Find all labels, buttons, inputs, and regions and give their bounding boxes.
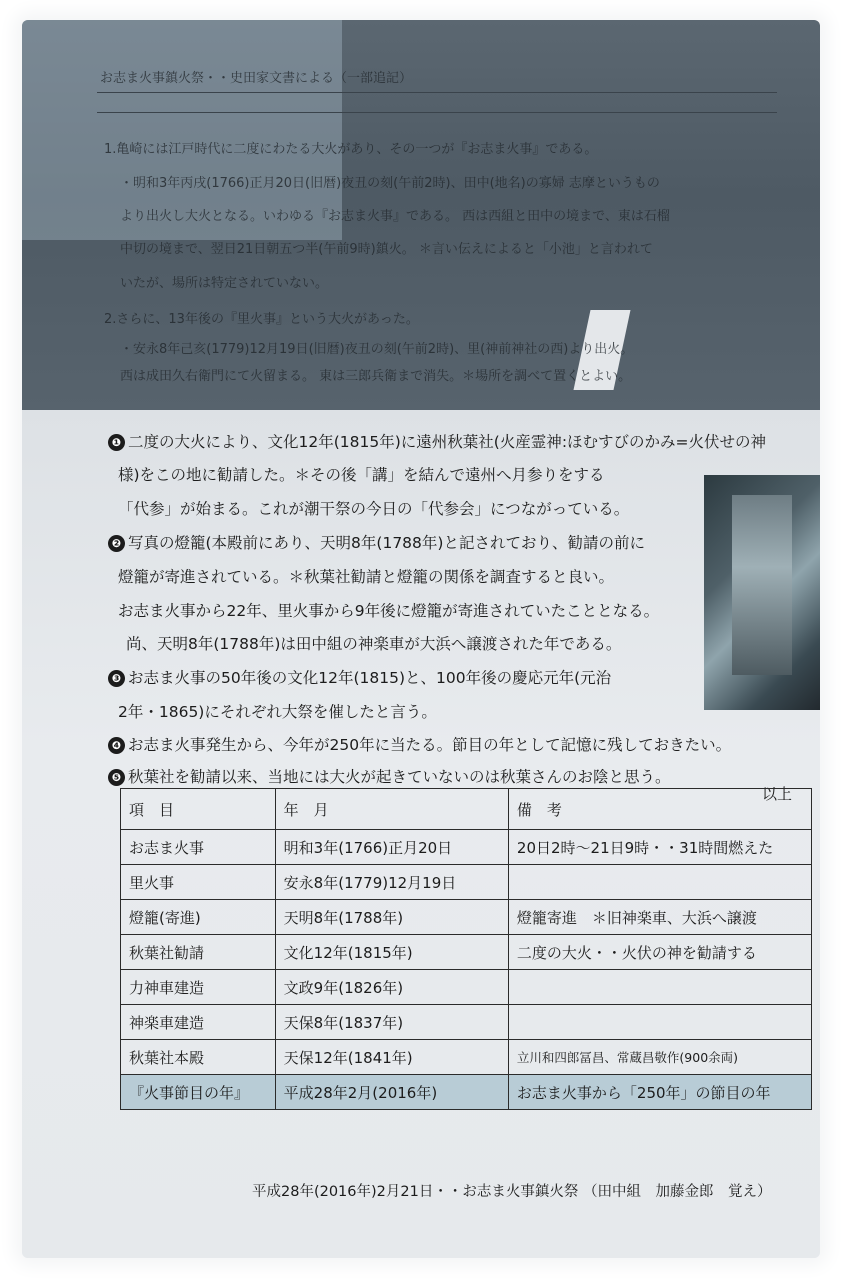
timeline-table (120, 788, 812, 1110)
upper-rule-1 (97, 92, 777, 93)
cell-date: 天保8年(1837年) (275, 1005, 508, 1040)
cell-item: 『火事節目の年』 (121, 1075, 276, 1110)
table-row (121, 865, 812, 900)
circled-number-1: ❶ (108, 434, 125, 451)
note-2-line-2: 燈籠が寄進されている。＊秋葉社勧請と燈籠の関係を調査すると良い。 (118, 568, 615, 586)
note-3-line-2: 2年・1865)にそれぞれ大祭を催したと言う。 (118, 703, 437, 721)
note-1-line-3: 「代参」が始まる。これが潮干祭の今日の「代参会」につながっている。 (118, 500, 630, 518)
circled-number-4: ❹ (108, 737, 125, 754)
upper-line-2: ・明和3年丙戌(1766)正月20日(旧暦)夜丑の刻(午前2時)、田中(地名)の寡婦 志摩というもの (120, 176, 660, 191)
stone-lantern-image (732, 495, 792, 675)
note-2-line-3: お志ま火事から22年、里火事から9年後に燈籠が寄進されていたこととなる。 (118, 602, 660, 620)
cell-item: 里火事 (121, 865, 276, 900)
note-4-line-1: ❹ お志ま火事発生から、今年が250年に当たる。節目の年として記憶に残しておきたい。 (108, 733, 731, 755)
notice-board (22, 20, 820, 1258)
cell-date: 文政9年(1826年) (275, 970, 508, 1005)
cell-notes (508, 865, 811, 900)
upper-line-3: より出火し大火となる。いわゆる『お志ま火事』である。 西は西組と田中の境まで、東は石榴 (120, 209, 670, 224)
cell-date: 安永8年(1779)12月19日 (275, 865, 508, 900)
circled-number-2: ❷ (108, 535, 125, 552)
upper-title: お志ま火事鎮火祭・・史田家文書による（一部追記） (100, 71, 413, 86)
cell-notes: 立川和四郎冨昌、常蔵昌敬作(900余両) (508, 1040, 811, 1075)
table-row (121, 830, 812, 865)
cell-notes (508, 1005, 811, 1040)
header-item: 項 目 (121, 789, 276, 830)
cell-item: 秋葉社本殿 (121, 1040, 276, 1075)
cell-date: 文化12年(1815年) (275, 935, 508, 970)
table-row (121, 900, 812, 935)
cell-item: 神楽車建造 (121, 1005, 276, 1040)
cell-notes: お志ま火事から「250年」の節目の年 (508, 1075, 811, 1110)
note-1-line-2: 様)をこの地に勧請した。＊その後「講」を結んで遠州へ月参りをする (118, 466, 605, 484)
header-date: 年 月 (275, 789, 508, 830)
footer-signature: 平成28年(2016年)2月21日・・お志ま火事鎮火祭 （田中組 加藤金郎 覚え） (252, 1184, 772, 1200)
circled-number-5: ❺ (108, 769, 125, 786)
cell-item: お志ま火事 (121, 830, 276, 865)
table-row (121, 1005, 812, 1040)
upper-line-7: ・安永8年己亥(1779)12月19日(旧暦)夜丑の刻(午前2時)、里(神前神社の西)より出火。 (120, 342, 634, 357)
note-3-line-1: ❸ お志ま火事の50年後の文化12年(1815)と、100年後の慶応元年(元治 (108, 666, 611, 688)
note-1-line-1: ❶ 二度の大火により、文化12年(1815年)に遠州秋葉社(火産霊神:ほむすびのかみ=火伏せの神 (108, 430, 766, 452)
note-2-line-1: ❷ 写真の燈籠(本殿前にあり、天明8年(1788年)と記されており、勧請の前に (108, 531, 645, 553)
cell-item: 力神車建造 (121, 970, 276, 1005)
cell-date: 天明8年(1788年) (275, 900, 508, 935)
cell-item: 秋葉社勧請 (121, 935, 276, 970)
upper-line-1: 1.亀崎には江戸時代に二度にわたる大火があり、その一つが『お志ま火事』である。 (104, 142, 598, 157)
header-notes: 備 考 (508, 789, 811, 830)
cell-date: 平成28年2月(2016年) (275, 1075, 508, 1110)
upper-glass-panel (22, 20, 820, 410)
cell-date: 天保12年(1841年) (275, 1040, 508, 1075)
note-2-line-4: 尚、天明8年(1788年)は田中組の神楽車が大浜へ譲渡された年である。 (126, 635, 622, 653)
table-row (121, 1040, 812, 1075)
table-header-row (121, 789, 812, 830)
table-row (121, 970, 812, 1005)
cell-notes: 20日2時〜21日9時・・31時間燃えた (508, 830, 811, 865)
note-5-line-1: ❺ 秋葉社を勧請以来、当地には大火が起きていないのは秋葉さんのお陰と思う。 (108, 765, 671, 787)
upper-line-4: 中切の境まで、翌日21日朝五つ半(午前9時)鎮火。 ＊言い伝えによると「小池」と言われて (120, 242, 653, 257)
cell-notes (508, 970, 811, 1005)
upper-line-5: いたが、場所は特定されていない。 (120, 276, 329, 291)
upper-line-8: 西は成田久右衛門にて火留まる。 東は三郎兵衛まで消失。＊場所を調べて置くとよい。 (120, 369, 632, 384)
cell-notes: 燈籠寄進 ＊旧神楽車、大浜へ譲渡 (508, 900, 811, 935)
cell-item: 燈籠(寄進) (121, 900, 276, 935)
table-row (121, 935, 812, 970)
lantern-photo (704, 475, 820, 710)
cell-date: 明和3年(1766)正月20日 (275, 830, 508, 865)
upper-rule-2 (97, 112, 777, 113)
cell-notes: 二度の大火・・火伏の神を勧請する (508, 935, 811, 970)
circled-number-3: ❸ (108, 670, 125, 687)
end-mark: 以上 (762, 785, 793, 803)
upper-line-6: 2.さらに、13年後の『里火事』という大火があった。 (104, 312, 419, 327)
table-row-highlight (121, 1075, 812, 1110)
